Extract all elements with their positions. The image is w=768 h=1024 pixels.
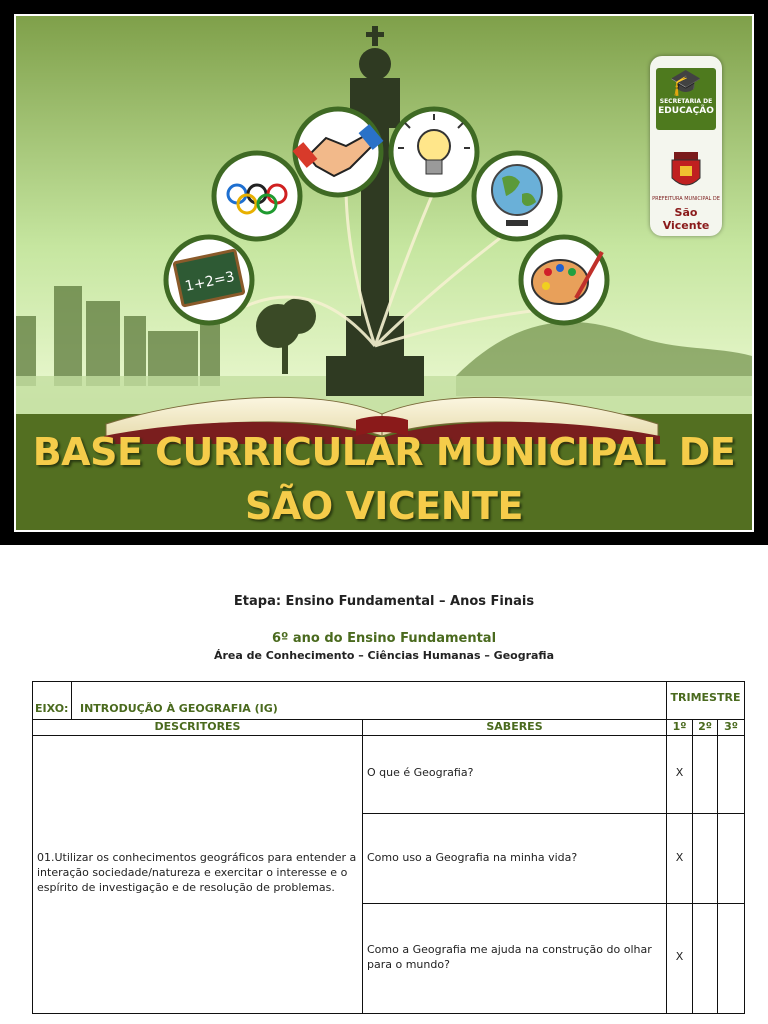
trimestre-label: TRIMESTRE: [670, 691, 741, 704]
paint-palette-icon: [521, 237, 607, 323]
banner-title-line2: SÃO VICENTE: [245, 484, 523, 528]
trimestre-1-header: [666, 719, 693, 736]
trimestre-1-cell: [666, 735, 693, 814]
t3-label: 3º: [724, 720, 738, 733]
etapa-heading: Etapa: Ensino Fundamental – Anos Finais: [233, 594, 535, 609]
saber-text: Como uso a Geografia na minha vida?: [367, 851, 578, 864]
saberes-label: SABERES: [486, 720, 543, 733]
banner-image: [14, 14, 754, 532]
trimestre-3-cell: [717, 735, 745, 814]
table-row: [362, 813, 667, 904]
svg-text:1+2=3: 1+2=3: [183, 268, 237, 295]
descritores-header: [32, 719, 363, 736]
ano-heading: 6º ano do Ensino Fundamental: [271, 631, 497, 646]
t1-label: 1º: [672, 720, 687, 733]
trimestre-2-cell: [692, 903, 718, 1014]
globe-icon: [474, 153, 560, 239]
trimestre-2-cell: [692, 813, 718, 904]
eixo-value: INTRODUÇÃO À GEOGRAFIA (IG): [80, 702, 278, 715]
handshake-icon: [293, 109, 384, 195]
t2-label: 2º: [698, 720, 712, 733]
eixo-label-cell: [32, 681, 72, 720]
saber-text: O que é Geografia?: [367, 766, 474, 779]
trimestre-3-header: [717, 719, 745, 736]
chalkboard-icon: [166, 237, 252, 323]
trimestre-3-cell: [717, 813, 745, 904]
eixo-label: EIXO:: [35, 702, 69, 715]
saberes-header: [362, 719, 667, 736]
trimestre-mark: X: [675, 950, 684, 963]
curriculum-table: [32, 681, 745, 1014]
descritor-cell: [32, 735, 363, 1014]
trimestre-mark: X: [675, 766, 684, 779]
graduation-cap-icon: 🎓: [669, 68, 703, 98]
descritor-text: 01.Utilizar os conhecimentos geográficos para entender a interação sociedade/natureza e exercitar o interesse e o espírito de investigação e de resolução de problemas.: [37, 851, 357, 894]
table-row: [362, 903, 667, 1014]
table-row: [362, 735, 667, 814]
trimestre-3-cell: [717, 903, 745, 1014]
secretaria-educacao-logo: 🎓 SECRETARIA DE EDUCAÇÃO: [656, 68, 716, 130]
trimestre-1-cell: [666, 903, 693, 1014]
trimestre-mark: X: [675, 851, 684, 864]
trimestre-1-cell: [666, 813, 693, 904]
descritores-label: DESCRITORES: [154, 720, 241, 733]
eixo-value-cell: [71, 681, 667, 720]
banner-title-line1: BASE CURRICULAR MUNICIPAL DE: [32, 430, 736, 474]
area-heading: Área de Conhecimento – Ciências Humanas – Geografia: [213, 649, 555, 662]
logo-card: [650, 56, 722, 236]
olympic-rings-icon: [214, 153, 300, 239]
trimestre-2-header: [692, 719, 718, 736]
lightbulb-icon: [391, 109, 477, 195]
trimestre-cell: [666, 681, 745, 720]
city-crest-icon: [668, 152, 704, 192]
trimestre-2-cell: [692, 735, 718, 814]
city-name: São Vicente: [662, 206, 710, 232]
prefeitura-label: PREFEITURA MUNICIPAL DE: [652, 196, 720, 202]
saber-text: Como a Geografia me ajuda na construção do olhar para o mundo?: [367, 943, 652, 971]
